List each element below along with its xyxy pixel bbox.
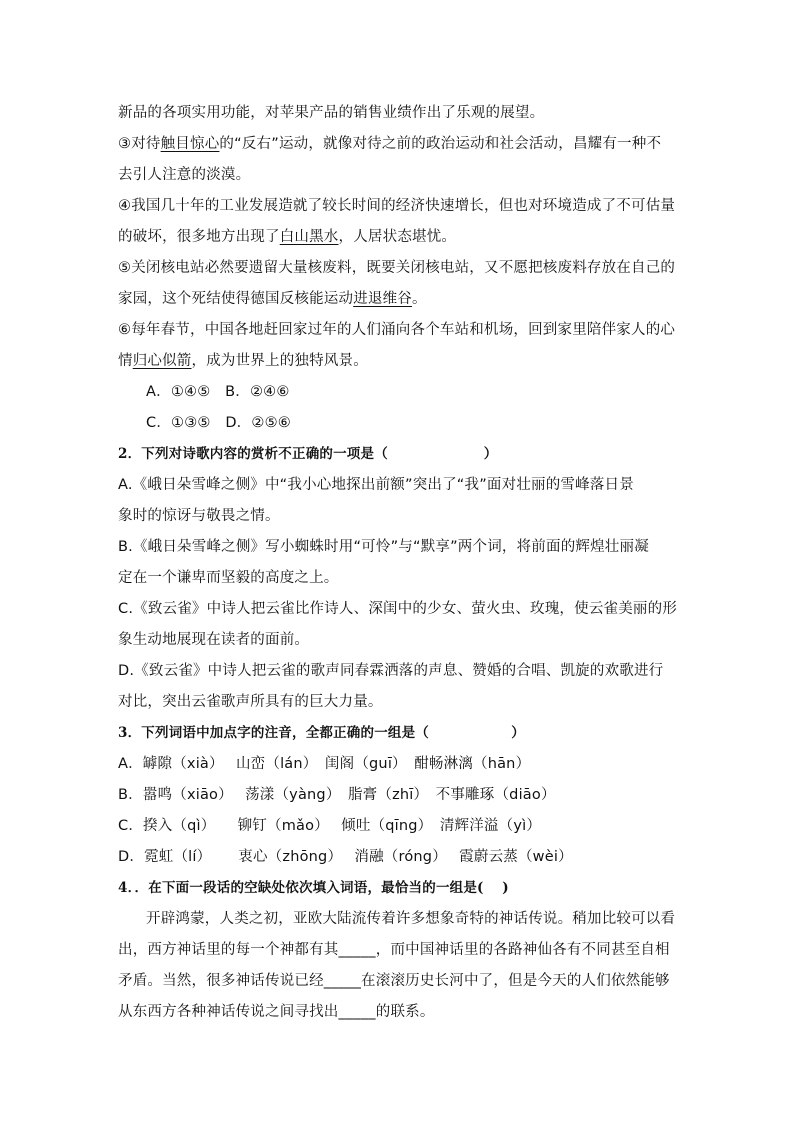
text-line: [118, 98, 678, 129]
text-run: 新品的各项实用功能，对苹果产品的销售业绩作出了乐观的展望。: [118, 105, 545, 121]
text-run: 4．．在下面一段话的空缺处依次填入词语，最恰当的一组是( ): [118, 880, 509, 896]
text-line: [118, 625, 678, 656]
text-run: ④我国几十年的工业发展造就了较长时间的经济快速增长，但也对环境造成了不可估量: [118, 198, 676, 214]
text-line: [118, 780, 678, 811]
text-run: 情: [118, 353, 133, 369]
text-line: [118, 253, 678, 284]
text-run: ，人居状态堪忧。: [338, 229, 457, 245]
text-line: [118, 842, 678, 873]
text-run: ，成为世界上的独特风景。: [191, 353, 368, 369]
text-run: A．罅隙（xià） 山峦（lán） 闺阁（guī） 酣畅淋漓（hān）: [118, 756, 531, 772]
text-line: [118, 594, 678, 625]
text-line: [118, 222, 678, 253]
text-line: [118, 563, 678, 594]
text-line: [118, 346, 678, 377]
text-run: 3．下列词语中加点字的注音，全都正确的一组是（ ）: [118, 725, 525, 741]
text-run: 的“反右”运动，就像对待之前的政治运动和社会活动，昌耀有一种不: [219, 136, 662, 152]
underlined-phrase: 进退维谷: [353, 291, 413, 307]
text-run: A．①④⑤ B．②④⑥: [146, 384, 290, 400]
text-line: [118, 532, 678, 563]
document-body: [118, 98, 678, 1028]
underlined-phrase: 白山黑水: [279, 229, 339, 245]
text-line: [118, 904, 678, 935]
text-run: 对比，突出云雀歌声所具有的巨大力量。: [118, 694, 383, 710]
text-run: ⑥每年春节，中国各地赶回家过年的人们涌向各个车站和机场，回到家里陪伴家人的心: [118, 322, 676, 338]
text-line: [118, 966, 678, 997]
text-run: 2．下列对诗歌内容的赏析不正确的一项是（ ）: [118, 446, 498, 462]
text-line: [118, 191, 678, 222]
text-run: 家园，这个死结使得德国反核能运动: [118, 291, 354, 307]
text-line: [118, 687, 678, 718]
text-line: [118, 656, 678, 687]
text-run: B.《峨日朵雪峰之侧》写小蜘蛛时用“可怜”与“默享”两个词，将前面的辉煌壮丽凝: [118, 539, 649, 555]
text-run: C.《致云雀》中诗人把云雀比作诗人、深闺中的少女、萤火虫、玫瑰，使云雀美丽的形: [118, 601, 678, 617]
text-line: [118, 129, 678, 160]
text-line: [118, 315, 678, 346]
text-run: C．揆入（qì） 铆钉（mǎo） 倾吐（qīng） 清辉洋溢（yì）: [118, 818, 542, 834]
text-run: 。: [412, 291, 427, 307]
text-run: 的破坏，很多地方出现了: [118, 229, 280, 245]
text-line: [118, 749, 678, 780]
text-line: [118, 811, 678, 842]
text-run: D．霓虹（lí） 衷心（zhōng） 消融（róng） 霞蔚云蒸（wèi）: [118, 849, 573, 865]
underlined-phrase: 归心似箭: [132, 353, 192, 369]
text-line: [118, 470, 678, 501]
text-run: 定在一个谦卑而坚毅的高度之上。: [118, 570, 339, 586]
text-line: [118, 377, 678, 408]
text-line: [118, 997, 678, 1028]
text-run: 象时的惊讶与敬畏之情。: [118, 508, 280, 524]
text-line: [118, 284, 678, 315]
text-run: A.《峨日朵雪峰之侧》中“我小心地探出前额”突出了“我”面对壮丽的雪峰落日景: [118, 477, 634, 493]
text-run: 开辟鸿蒙，人类之初，亚欧大陆流传着许多想象奇特的神话传说。稍加比较可以看: [146, 911, 676, 927]
text-run: 矛盾。当然，很多神话传说已经_____在滚滚历史长河中了，但是今天的人们依然能够: [118, 973, 670, 989]
text-run: 从东西方各种神话传说之间寻找出_____的联系。: [118, 1004, 435, 1020]
text-run: D.《致云雀》中诗人把云雀的歌声同春霖洒落的声息、赞婚的合唱、凯旋的欢歌进行: [118, 663, 664, 679]
underlined-phrase: 触目惊心: [160, 136, 220, 152]
text-run: 出，西方神话里的每一个神都有其_____，而中国神话里的各路神仙各有不同甚至自相: [118, 942, 670, 958]
text-run: 去引人注意的淡漠。: [118, 167, 251, 183]
text-run: B．嚣鸣（xiāo） 荡漾（yàng） 脂膏（zhī） 不事雕琢（diāo）: [118, 787, 556, 803]
text-line: [118, 160, 678, 191]
text-run: C．①③⑤ D．②⑤⑥: [146, 415, 291, 431]
question-heading: [118, 718, 678, 749]
text-line: [118, 501, 678, 532]
text-run: 象生动地展现在读者的面前。: [118, 632, 310, 648]
text-line: [118, 408, 678, 439]
question-heading: [118, 873, 678, 904]
text-run: ⑤关闭核电站必然要遗留大量核废料，既要关闭核电站，又不愿把核废料存放在自己的: [118, 260, 676, 276]
text-run: ③对待: [118, 136, 161, 152]
text-line: [118, 935, 678, 966]
question-heading: [118, 439, 678, 470]
